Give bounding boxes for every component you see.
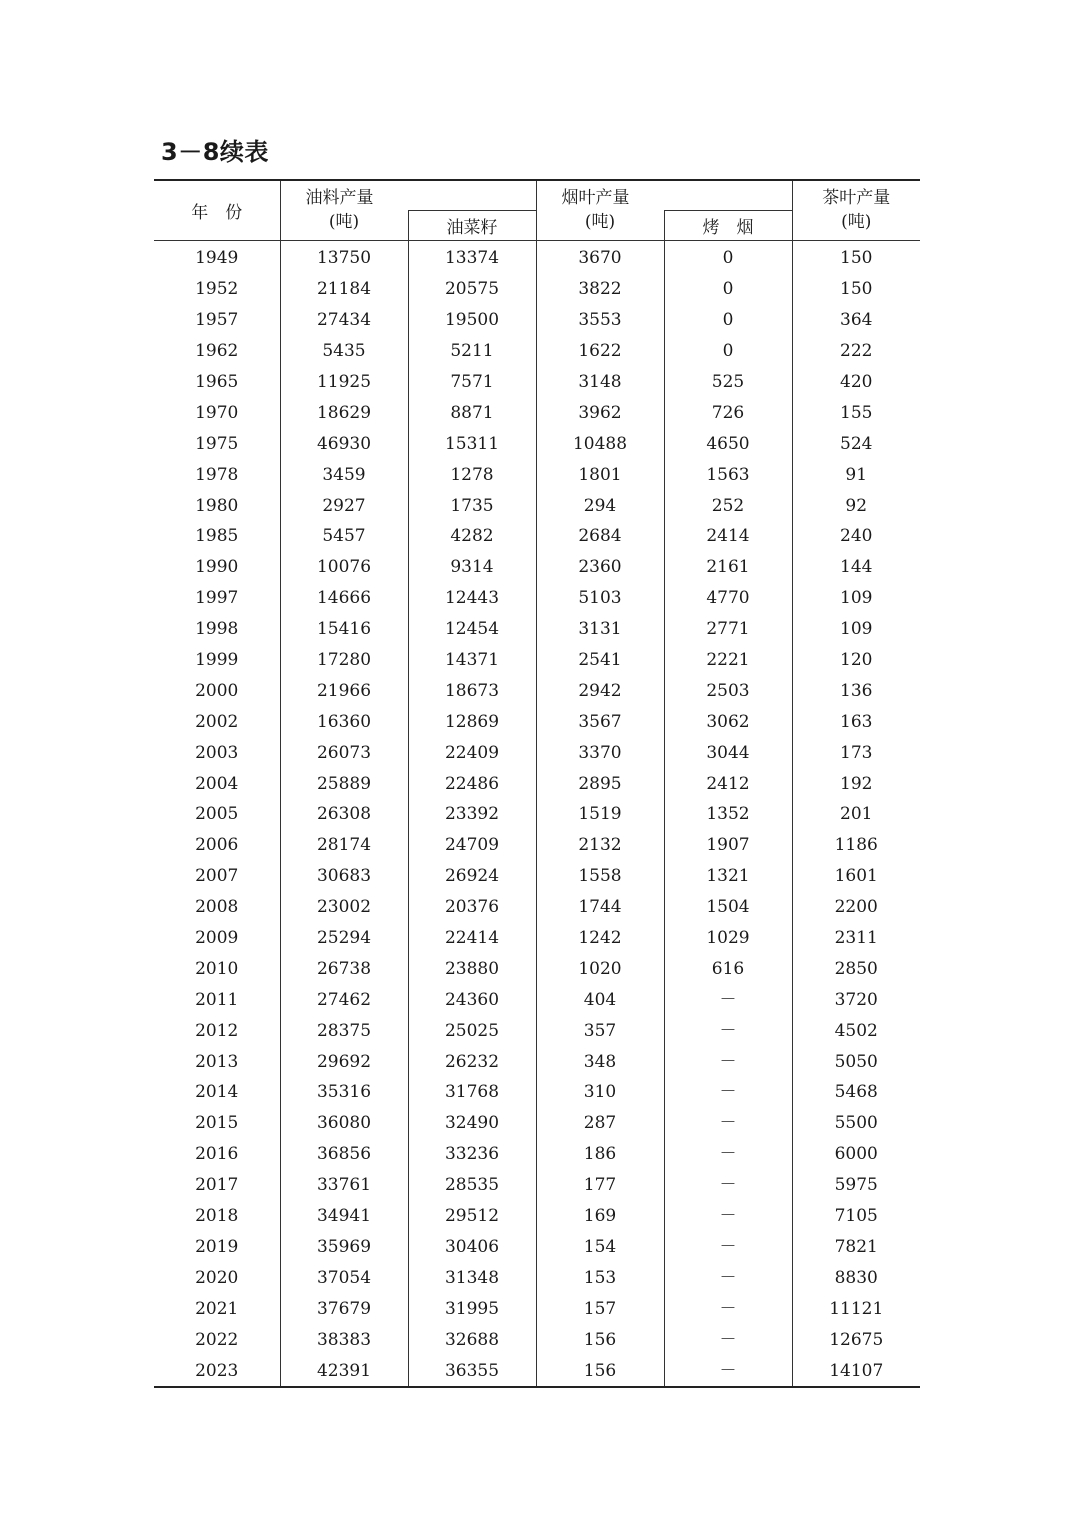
cell-tobacco-output: 404: [536, 984, 664, 1015]
cell-tea-output: 120: [840, 650, 873, 671]
table-row: [154, 1201, 920, 1232]
cell-rapeseed: 18673: [408, 675, 536, 706]
cell-flue-cured: 1029: [664, 923, 792, 954]
table-row: [154, 274, 920, 305]
cell-flue-cured: 2221: [664, 645, 792, 676]
cell-tobacco-output: 3670: [536, 241, 664, 274]
cell-flue-cured: 1352: [664, 799, 792, 830]
header-oil-total-label: 油料产量: [305, 188, 374, 208]
table-row: [154, 336, 920, 367]
cell-rapeseed: 4282: [408, 521, 536, 552]
cell-tobacco-output: 157: [536, 1293, 664, 1324]
cell-flue-cured: 1504: [664, 892, 792, 923]
cell-rapeseed: 31768: [408, 1077, 536, 1108]
cell-year: 2002: [154, 706, 280, 737]
cell-flue-cured: 0: [664, 336, 792, 367]
cell-year: 2013: [154, 1046, 280, 1077]
cell-tea-output: 163: [840, 711, 873, 732]
table-row: [154, 367, 920, 398]
table-row: [154, 861, 920, 892]
cell-oil-output: 46930: [280, 428, 408, 459]
cell-rapeseed: 12443: [408, 583, 536, 614]
cell-flue-cured: 525: [664, 367, 792, 398]
cell-tobacco-output: 154: [536, 1232, 664, 1263]
table-row: [154, 1170, 920, 1201]
cell-oil-output: 18629: [280, 397, 408, 428]
cell-year: 1998: [154, 614, 280, 645]
cell-flue-cured: －: [664, 1262, 792, 1293]
cell-year: 2019: [154, 1232, 280, 1263]
cell-oil-output: 5435: [280, 336, 408, 367]
cell-rapeseed: 32490: [408, 1108, 536, 1139]
table-row: [154, 305, 920, 336]
cell-year: 2017: [154, 1170, 280, 1201]
cell-tea-output: 420: [840, 372, 873, 392]
cell-tobacco-output: 1519: [536, 799, 664, 830]
table-header: [154, 180, 920, 241]
cell-tobacco-output: 3567: [536, 706, 664, 737]
cell-year: 1978: [154, 459, 280, 490]
cell-tea-output: 14107: [792, 1355, 920, 1387]
cell-year: 2003: [154, 737, 280, 768]
cell-oil-output: 25294: [280, 923, 408, 954]
cell-tobacco-output: 153: [536, 1262, 664, 1293]
cell-tobacco-output: 2541: [536, 645, 664, 676]
cell-rapeseed: 22409: [408, 737, 536, 768]
cell-year: 1949: [154, 241, 280, 274]
cell-tobacco-output: 1622: [536, 336, 664, 367]
cell-tea-output: 7105: [834, 1206, 878, 1227]
cell-tea-output: 524: [840, 433, 873, 454]
cell-flue-cured: 3044: [664, 737, 792, 768]
cell-flue-cured: －: [664, 984, 792, 1015]
cell-rapeseed: 30406: [408, 1232, 536, 1263]
table-row: [154, 614, 920, 645]
cell-tobacco-output: 310: [536, 1077, 664, 1108]
header-rapeseed-label: 油菜籽: [446, 218, 498, 238]
cell-year: 2011: [154, 984, 280, 1015]
cell-flue-cured: 0: [664, 274, 792, 305]
cell-flue-cured: －: [664, 1139, 792, 1170]
cell-flue-cured: －: [664, 1077, 792, 1108]
cell-rapeseed: 22414: [408, 923, 536, 954]
cell-rapeseed: 31995: [408, 1293, 536, 1324]
cell-flue-cured: －: [664, 1170, 792, 1201]
cell-tea-output: 4502: [834, 1020, 878, 1041]
cell-rapeseed: 24360: [408, 984, 536, 1015]
cell-tobacco-output: 1801: [536, 459, 664, 490]
cell-tea-output: 5050: [834, 1051, 878, 1072]
cell-flue-cured: 4770: [664, 583, 792, 614]
cell-tobacco-output: 10488: [536, 428, 664, 459]
cell-rapeseed: 24709: [408, 830, 536, 861]
cell-oil-output: 33761: [280, 1170, 408, 1201]
cell-year: 1975: [154, 428, 280, 459]
cell-tobacco-output: 348: [536, 1046, 664, 1077]
cell-tea-output: 150: [840, 248, 873, 269]
table-row: [154, 675, 920, 706]
cell-flue-cured: －: [664, 1324, 792, 1355]
cell-year: 2015: [154, 1108, 280, 1139]
header-rapeseed: [408, 211, 536, 241]
header-tobacco-total-label: 烟叶产量: [561, 188, 630, 208]
page-title: 3－8续表: [161, 138, 269, 166]
cell-year: 2012: [154, 1015, 280, 1046]
cell-rapeseed: 7571: [408, 367, 536, 398]
cell-flue-cured: －: [664, 1201, 792, 1232]
cell-tobacco-output: 177: [536, 1170, 664, 1201]
cell-rapeseed: 32688: [408, 1324, 536, 1355]
cell-tea-output: 173: [840, 742, 873, 763]
cell-flue-cured: 1563: [664, 459, 792, 490]
cell-flue-cured: 616: [664, 953, 792, 984]
cell-tea-output: 91: [845, 464, 868, 485]
header-year: [154, 180, 280, 241]
cell-tobacco-output: 2942: [536, 675, 664, 706]
cell-oil-output: 21184: [280, 274, 408, 305]
cell-rapeseed: 33236: [408, 1139, 536, 1170]
header-tea-total: [792, 180, 920, 211]
table-row: [154, 1262, 920, 1293]
cell-oil-output: 35969: [280, 1232, 408, 1263]
cell-tea-output: 222: [840, 341, 873, 362]
cell-oil-output: 28174: [280, 830, 408, 861]
cell-tea-output: 92: [845, 495, 868, 516]
cell-rapeseed: 1278: [408, 459, 536, 490]
cell-year: 1957: [154, 305, 280, 336]
cell-oil-output: 10076: [280, 552, 408, 583]
table-row: [154, 1293, 920, 1324]
cell-flue-cured: 0: [664, 305, 792, 336]
cell-tea-output: 12675: [829, 1329, 884, 1350]
cell-flue-cured: 2161: [664, 552, 792, 583]
cell-oil-output: 30683: [280, 861, 408, 892]
cell-tobacco-output: 1242: [536, 923, 664, 954]
table-row: [154, 1046, 920, 1077]
cell-oil-output: 21966: [280, 675, 408, 706]
cell-oil-output: 35316: [280, 1077, 408, 1108]
cell-rapeseed: 12454: [408, 614, 536, 645]
cell-flue-cured: 726: [664, 397, 792, 428]
cell-oil-output: 27462: [280, 984, 408, 1015]
cell-oil-output: 37679: [280, 1293, 408, 1324]
cell-oil-output: 3459: [280, 459, 408, 490]
cell-tobacco-output: 1020: [536, 953, 664, 984]
cell-oil-output: 42391: [280, 1355, 408, 1387]
cell-tea-output: 364: [840, 310, 873, 331]
table-body: [154, 241, 920, 1387]
cell-tea-output: 5500: [834, 1113, 878, 1134]
cell-tea-output: 2200: [834, 897, 878, 918]
table-row: [154, 892, 920, 923]
cell-tea-output: 7821: [834, 1236, 878, 1257]
cell-tea-output: 192: [840, 773, 873, 794]
cell-oil-output: 38383: [280, 1324, 408, 1355]
header-oil-total: [280, 180, 536, 211]
cell-oil-output: 15416: [280, 614, 408, 645]
cell-tea-output: 1186: [834, 835, 878, 856]
cell-rapeseed: 13374: [408, 241, 536, 274]
cell-tobacco-output: 2895: [536, 768, 664, 799]
cell-rapeseed: 26232: [408, 1046, 536, 1077]
cell-year: 1970: [154, 397, 280, 428]
cell-rapeseed: 26924: [408, 861, 536, 892]
cell-flue-cured: －: [664, 1108, 792, 1139]
cell-rapeseed: 20376: [408, 892, 536, 923]
cell-oil-output: 14666: [280, 583, 408, 614]
table-row: [154, 984, 920, 1015]
cell-oil-output: 25889: [280, 768, 408, 799]
cell-tobacco-output: 1558: [536, 861, 664, 892]
cell-tea-output: 5975: [834, 1175, 878, 1196]
cell-year: 2008: [154, 892, 280, 923]
cell-flue-cured: －: [664, 1293, 792, 1324]
cell-oil-output: 26738: [280, 953, 408, 984]
cell-year: 2021: [154, 1293, 280, 1324]
cell-year: 2006: [154, 830, 280, 861]
cell-year: 1985: [154, 521, 280, 552]
cell-rapeseed: 15311: [408, 428, 536, 459]
header-tobacco-unit-label: (吨): [584, 211, 616, 232]
cell-rapeseed: 5211: [408, 336, 536, 367]
cell-tobacco-output: 3962: [536, 397, 664, 428]
cell-year: 2010: [154, 953, 280, 984]
header-year-label: 年 份: [191, 203, 243, 223]
cell-year: 2007: [154, 861, 280, 892]
cell-year: 2014: [154, 1077, 280, 1108]
cell-tobacco-output: 3148: [536, 367, 664, 398]
cell-oil-output: 5457: [280, 521, 408, 552]
table-row: [154, 1324, 920, 1355]
cell-rapeseed: 25025: [408, 1015, 536, 1046]
cell-tobacco-output: 294: [536, 490, 664, 521]
cell-year: 2004: [154, 768, 280, 799]
cell-flue-cured: 2414: [664, 521, 792, 552]
cell-rapeseed: 36355: [408, 1355, 536, 1387]
cell-oil-output: 36080: [280, 1108, 408, 1139]
table-row: [154, 645, 920, 676]
cell-flue-cured: －: [664, 1232, 792, 1263]
cell-flue-cured: －: [664, 1046, 792, 1077]
table-row: [154, 706, 920, 737]
cell-tea-output: 1601: [834, 866, 878, 887]
cell-tea-output: 2850: [834, 958, 878, 979]
cell-oil-output: 34941: [280, 1201, 408, 1232]
cell-oil-output: 29692: [280, 1046, 408, 1077]
table-row: [154, 1108, 920, 1139]
cell-year: 2000: [154, 675, 280, 706]
cell-rapeseed: 31348: [408, 1262, 536, 1293]
cell-oil-output: 28375: [280, 1015, 408, 1046]
table-row: [154, 768, 920, 799]
cell-flue-cured: 1907: [664, 830, 792, 861]
table-row: [154, 552, 920, 583]
table-row: [154, 459, 920, 490]
cell-tea-output: 3720: [834, 989, 878, 1010]
cell-oil-output: 16360: [280, 706, 408, 737]
table-row: [154, 953, 920, 984]
table-row: [154, 428, 920, 459]
cell-oil-output: 27434: [280, 305, 408, 336]
header-flue-cured: [664, 211, 792, 241]
table-row: [154, 1077, 920, 1108]
cell-tobacco-output: 156: [536, 1324, 664, 1355]
cell-flue-cured: 4650: [664, 428, 792, 459]
table-row: [154, 521, 920, 552]
header-tobacco-unit: [536, 211, 664, 241]
cell-year: 1965: [154, 367, 280, 398]
cell-tobacco-output: 2132: [536, 830, 664, 861]
cell-rapeseed: 14371: [408, 645, 536, 676]
table-row: [154, 923, 920, 954]
cell-year: 2023: [154, 1355, 280, 1387]
cell-flue-cured: 1321: [664, 861, 792, 892]
table-row: [154, 737, 920, 768]
cell-oil-output: 11925: [280, 367, 408, 398]
cell-rapeseed: 23392: [408, 799, 536, 830]
cell-tobacco-output: 357: [536, 1015, 664, 1046]
header-oil-unit: [280, 211, 408, 241]
cell-flue-cured: 0: [664, 241, 792, 274]
cell-tea-output: 201: [840, 804, 873, 825]
cell-rapeseed: 1735: [408, 490, 536, 521]
cell-year: 2005: [154, 799, 280, 830]
cell-year: 1997: [154, 583, 280, 614]
cell-year: 2022: [154, 1324, 280, 1355]
cell-year: 2016: [154, 1139, 280, 1170]
cell-flue-cured: 252: [664, 490, 792, 521]
table-row: [154, 583, 920, 614]
cell-tobacco-output: 3131: [536, 614, 664, 645]
cell-rapeseed: 12869: [408, 706, 536, 737]
cell-rapeseed: 8871: [408, 397, 536, 428]
cell-tea-output: 240: [840, 526, 873, 547]
cell-oil-output: 2927: [280, 490, 408, 521]
cell-year: 2020: [154, 1262, 280, 1293]
header-tea-unit: [792, 211, 920, 241]
statistics-table: [154, 179, 920, 1388]
cell-year: 1980: [154, 490, 280, 521]
table-row: [154, 241, 920, 274]
cell-oil-output: 26073: [280, 737, 408, 768]
cell-flue-cured: 3062: [664, 706, 792, 737]
cell-flue-cured: 2412: [664, 768, 792, 799]
cell-rapeseed: 23880: [408, 953, 536, 984]
cell-oil-output: 17280: [280, 645, 408, 676]
cell-tea-output: 109: [840, 619, 873, 640]
cell-tobacco-output: 1744: [536, 892, 664, 923]
cell-tea-output: 8830: [834, 1267, 878, 1288]
cell-oil-output: 26308: [280, 799, 408, 830]
header-oil-unit-label: (吨): [328, 211, 360, 232]
cell-year: 1952: [154, 274, 280, 305]
cell-tobacco-output: 3553: [536, 305, 664, 336]
cell-oil-output: 37054: [280, 1262, 408, 1293]
table-row: [154, 490, 920, 521]
table-row: [154, 1139, 920, 1170]
cell-tea-output: 150: [840, 279, 873, 300]
cell-tobacco-output: 156: [536, 1355, 664, 1387]
table-row: [154, 1232, 920, 1263]
cell-oil-output: 36856: [280, 1139, 408, 1170]
cell-rapeseed: 19500: [408, 305, 536, 336]
cell-tea-output: 11121: [829, 1298, 884, 1319]
cell-oil-output: 23002: [280, 892, 408, 923]
cell-tobacco-output: 186: [536, 1139, 664, 1170]
header-flue-cured-label: 烤 烟: [702, 218, 754, 238]
cell-tobacco-output: 287: [536, 1108, 664, 1139]
header-tobacco-total: [536, 180, 792, 211]
table-row: [154, 1355, 920, 1387]
cell-tea-output: 5468: [834, 1082, 878, 1103]
cell-tobacco-output: 3822: [536, 274, 664, 305]
cell-tobacco-output: 3370: [536, 737, 664, 768]
cell-flue-cured: －: [664, 1355, 792, 1387]
cell-year: 2009: [154, 923, 280, 954]
cell-flue-cured: －: [664, 1015, 792, 1046]
cell-tea-output: 6000: [834, 1144, 878, 1165]
cell-tea-output: 136: [840, 680, 873, 701]
cell-year: 1990: [154, 552, 280, 583]
cell-tea-output: 144: [840, 557, 873, 578]
cell-rapeseed: 9314: [408, 552, 536, 583]
cell-year: 1962: [154, 336, 280, 367]
header-tea-unit-label: (吨): [841, 211, 872, 232]
cell-rapeseed: 20575: [408, 274, 536, 305]
cell-year: 2018: [154, 1201, 280, 1232]
cell-oil-output: 13750: [280, 241, 408, 274]
cell-rapeseed: 28535: [408, 1170, 536, 1201]
table-row: [154, 1015, 920, 1046]
header-tea-total-label: 茶叶产量: [822, 188, 891, 209]
cell-rapeseed: 29512: [408, 1201, 536, 1232]
table-row: [154, 799, 920, 830]
cell-tea-output: 2311: [834, 928, 878, 949]
cell-tobacco-output: 2360: [536, 552, 664, 583]
cell-flue-cured: 2503: [664, 675, 792, 706]
cell-rapeseed: 22486: [408, 768, 536, 799]
cell-tea-output: 109: [840, 588, 873, 609]
cell-tobacco-output: 5103: [536, 583, 664, 614]
table-row: [154, 830, 920, 861]
cell-year: 1999: [154, 645, 280, 676]
cell-tobacco-output: 169: [536, 1201, 664, 1232]
cell-tea-output: 155: [840, 402, 873, 423]
cell-flue-cured: 2771: [664, 614, 792, 645]
table-row: [154, 397, 920, 428]
cell-tobacco-output: 2684: [536, 521, 664, 552]
